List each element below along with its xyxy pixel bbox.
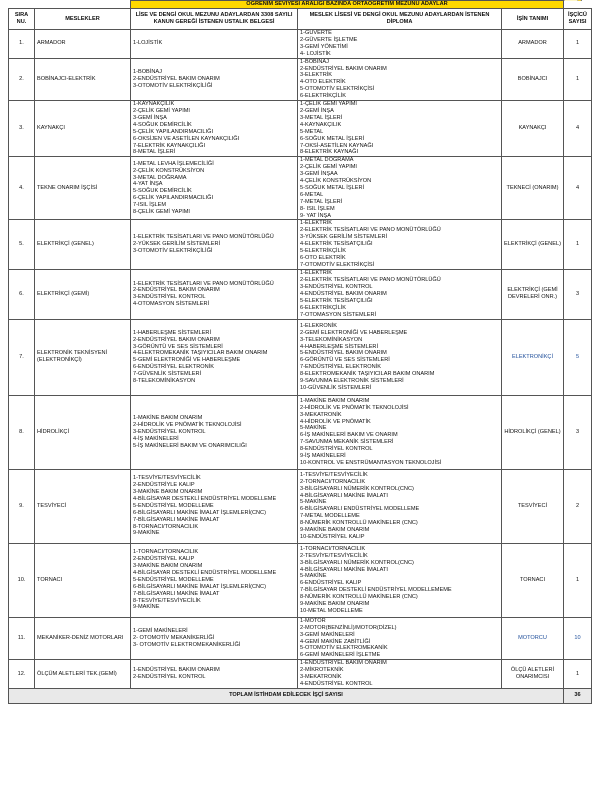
list-item: 1-ELEKTRİK TESİSATLARI VE PANO MONÜTÖRLÜĞÜ <box>133 280 274 287</box>
cell-sayi: 3 <box>564 395 592 469</box>
list-item: 8-NÜMERİK KONTROLLÜ MAKİNELER (CNC) <box>300 520 418 527</box>
cell-tanim: ELEKTRONİKÇİ <box>502 319 564 395</box>
cell-lise-list <box>131 543 298 617</box>
list-item: 3-GEMİ İNŞAA <box>300 171 338 178</box>
list-item: 1-GÜVERTE <box>300 30 332 36</box>
cell-lise-list <box>131 101 298 157</box>
list-item: 9- YAT İNŞA <box>300 212 331 219</box>
list-item: 1-ELEKTRİK TESİSATLARI VE PANO MONÜTÖRLÜĞÜ <box>133 234 274 241</box>
list-item: 4-ELEKTROMEKANİK TAŞIYICILAR BAKIM ONARIM <box>133 350 268 357</box>
list-item: 3-YÜKSEK GERİLİM SİSTEMLERİ <box>300 234 388 241</box>
cell-meslek-lise-list <box>298 269 502 319</box>
table-banner-blank <box>564 1 592 9</box>
cell-tanim: ARMADOR <box>502 30 564 59</box>
list-item: 2-HİDROLİK VE PNÖMATİK TEKNOLOJİSİ <box>300 404 409 411</box>
list-item: 8-TESVİYE/TESVİYECİLİK <box>133 597 201 604</box>
list-item: 2-TORNACI/TORNACILIK <box>300 478 366 485</box>
cell-lise-list <box>131 617 298 659</box>
cell-meslek-lise-list <box>298 660 502 689</box>
cell-meslek: TESVİYECİ <box>35 469 131 543</box>
list-item: 7-SAVUNMA MEKANİK SİSTEMLERİ <box>300 439 394 446</box>
list-item: 8- ISIL İŞLEM <box>300 205 335 212</box>
list-item: 1-ELEKTRİK <box>300 270 333 277</box>
list-item: 4-OTOMASYON SİSTEMLERİ <box>133 301 210 308</box>
cell-no: 12. <box>9 660 35 689</box>
list-item: 1-TESVİYE/TESVİYECİLİK <box>300 471 368 478</box>
list-item: 2-MOTOR(BENZİNLİ)/MOTOR(DİZEL) <box>300 624 397 631</box>
list-item: 6-ELEKTRİKÇİLİK <box>300 304 347 311</box>
cell-meslek: ÖLÇÜM ALETLERİ TEK.(GEMİ) <box>35 660 131 689</box>
table-row <box>9 319 592 395</box>
list-item: 1-ENDÜSTRİYEL BAKIM ONARIM <box>300 660 387 667</box>
list-item: 5-OTOMOTİV ELEKTRİKÇİSİ <box>300 86 375 93</box>
list-item: 6-ELEKTRİKÇİLİK <box>300 93 347 100</box>
cell-sayi: 10 <box>564 617 592 659</box>
list-item: 3-METAL DOĞRAMA <box>133 174 187 181</box>
cell-no: 11. <box>9 617 35 659</box>
list-item: 1-TESVİYE/TESVİYECİLİK <box>133 475 201 482</box>
cell-lise-list <box>131 660 298 689</box>
list-item: 5-ENDÜSTRİYEL BAKIM ONARIM <box>300 350 387 357</box>
list-item: 9-MAKİNE <box>133 530 160 537</box>
list-item: 8-ELEKTROMEKANİK TAŞIYICILAR BAKIM ONARIM <box>300 371 435 378</box>
list-item: 7-BİLGİSAYARLI MAKİNE İMALAT <box>133 590 220 597</box>
cell-tanim: HİDROLİKÇİ (GENEL) <box>502 395 564 469</box>
list-item: 4-GEMİ MAKİNE ZABİTLİĞİ <box>300 638 371 645</box>
list-item: 8-NÜMERİK KONTROLLÜ MAKİNELER (CNC) <box>300 594 418 601</box>
list-item: 3-GÖRÜNTÜ VE SES SİSTEMLERİ <box>133 343 223 350</box>
list-item: 7-BİLGİSAYAR DESTEKLİ ENDÜSTRİYEL MODELLEMEME <box>300 587 452 594</box>
list-item: 4-ENDÜSTRİYEL BAKIM ONARIM <box>300 290 387 297</box>
list-item: 5-MAKİNE <box>300 499 327 506</box>
table-row <box>9 395 592 469</box>
list-item: 1-MOTOR <box>300 617 326 624</box>
cell-lise-list <box>131 395 298 469</box>
list-item: 2-ELEKTRİK TESİSATLARI VE PANO MONÜTÖRLÜĞÜ <box>300 227 441 234</box>
list-item: 4-YAT İNŞA <box>133 181 163 188</box>
list-item: 2-ÇELİK GEMİ YAPIMI <box>300 164 357 171</box>
cell-meslek-lise-list <box>298 58 502 100</box>
list-item: 5-MAKİNE <box>300 425 327 432</box>
list-item: 4-OTO ELEKTRİK <box>300 79 346 86</box>
list-item: 3-MAKİNE BAKIM ONARIM <box>133 563 203 570</box>
list-item: 8-TELEKOMİNİKASYON <box>133 378 196 385</box>
list-item: 3-ENDÜSTRİYEL KONTROL <box>300 283 373 290</box>
list-item: 9-MAKİNE BAKIM ONARIM <box>300 527 370 534</box>
list-item: 2-HİDROLİK VE PNÖMATİK TEKNOLOJİSİ <box>133 421 242 428</box>
cell-sayi: 2 <box>564 469 592 543</box>
cell-meslek: ARMADOR <box>35 30 131 59</box>
list-item: 2-ÇELİK GEMİ YAPIMI <box>133 107 190 114</box>
list-item: 4-BİLGİSAYAR DESTEKLİ ENDÜSTRİYEL MODELLEME <box>133 495 277 502</box>
cell-sayi: 1 <box>564 30 592 59</box>
list-item: 6-ENDÜSTRİYEL ELEKTRONİK <box>133 364 214 371</box>
table-row <box>9 220 592 269</box>
cell-sayi: 1 <box>564 220 592 269</box>
list-item: 1-METAL DOĞRAMA <box>300 157 354 164</box>
cell-meslek-lise-list <box>298 30 502 59</box>
cell-meslek: BOBİNAJCI-ELEKTRİK <box>35 58 131 100</box>
list-item: 4-HİDROLİK VE PNÖMATİK <box>300 418 371 425</box>
table-row <box>9 58 592 100</box>
list-item: 3-GEMİ MAKİNELERİ <box>300 631 355 638</box>
list-item: 6-GEMİ MAKİNELERİ İŞLETME <box>300 652 381 659</box>
list-item: 2-ELEKTRİK TESİSATLARI VE PANO MONÜTÖRLÜĞÜ <box>300 277 441 284</box>
list-item: 5-ELEKTRİKÇİLİK <box>300 248 347 255</box>
list-item: 6-BİLGİSAYARLI MAKİNE İMALAT İŞLEMLERİ(CNC) <box>133 583 266 590</box>
list-item: 10-METAL MODELLEME <box>300 607 363 614</box>
list-item: 7-OKSİ-ASETİLEN KAYNAĞI <box>300 142 374 149</box>
header-meslekler: MESLEKLER <box>35 9 131 30</box>
list-item: 9-İŞ MAKİNELERİ <box>300 453 346 460</box>
list-item: 6-BİLGİSAYARLI MAKİNE İMALAT İŞLEMLERİ(CNC) <box>133 509 266 516</box>
list-item: 2-MİKROTEKNİK <box>300 667 344 674</box>
cell-meslek: ELEKTRİKÇİ (GEMİ) <box>35 269 131 319</box>
list-item: 1-ÇELİK GEMİ YAPIMI <box>300 101 357 108</box>
cell-meslek-lise-list <box>298 220 502 269</box>
cell-tanim: TESVİYECİ <box>502 469 564 543</box>
list-item: 4-BİLGİSAYARLI MAKİNE İMALATI <box>300 566 388 573</box>
cell-sayi: 1 <box>564 660 592 689</box>
list-item: 2-ENDÜSTRİYEL BAKIM ONARIM <box>133 287 220 294</box>
list-item: 3-GEMİ YÖNETİMİ <box>300 43 348 50</box>
list-item: 5-OTOMOTİV ELEKTROMEKANİK <box>300 645 388 652</box>
list-item: 2- OTOMOTİV MEKANİKERLİĞİ <box>133 635 215 642</box>
list-item: 1-KAYNAKÇILIK <box>133 101 175 108</box>
cell-no: 10. <box>9 543 35 617</box>
list-item: 3-MAKİNE BAKIM ONARIM <box>133 489 203 496</box>
list-item: 3-MEKATRONİK <box>300 411 342 418</box>
list-item: 7-METAL MODELLEME <box>300 513 360 520</box>
cell-meslek-lise-list <box>298 543 502 617</box>
list-item: 4-BİLGİSAYAR DESTEKLİ ENDÜSTRİYEL MODELLEME <box>133 569 277 576</box>
cell-tanim: BOBİNAJCI <box>502 58 564 100</box>
list-item: 6-OKSİJEN VE ASETİLEN KAYNAKÇILIĞI <box>133 135 240 142</box>
header-lise: LİSE VE DENGİ OKUL MEZUNU ADAYLARDAN 3308 SAYILI KANUN GEREĞİ İSTENEN USTALIK BELGESİ <box>131 9 298 30</box>
list-item: 2-YÜKSEK GERİLİM SİSTEMLERİ <box>133 241 221 248</box>
list-item: 10-ENDÜSTRİYEL KALIP <box>300 533 365 540</box>
cell-sayi: 4 <box>564 101 592 157</box>
list-item: 6-GÖRÜNTÜ VE SES SİSTEMLERİ <box>300 357 390 364</box>
cell-tanim: KAYNAKÇI <box>502 101 564 157</box>
list-item: 6-ÇELİK YAPILANDIRMACILIĞI <box>133 195 213 202</box>
list-item: 1-MAKİNE BAKIM ONARIM <box>300 397 370 404</box>
list-item: 4-HABERLEŞME SİSTEMLERİ <box>300 343 379 350</box>
cell-meslek: TORNACI <box>35 543 131 617</box>
list-item: 6-BİLGİSAYARLI ENDÜSTRİYEL MODELLEME <box>300 506 420 513</box>
table-row <box>9 617 592 659</box>
cell-no: 3. <box>9 101 35 157</box>
table-row <box>9 101 592 157</box>
cell-sayi: 5 <box>564 319 592 395</box>
list-item: 1-BOBİNAJ <box>300 58 329 65</box>
cell-lise-list <box>131 469 298 543</box>
list-item: 1-MAKİNE BAKIM ONARIM <box>133 415 203 422</box>
list-item: 2-ENDÜSTRİYEL BAKIM ONARIM <box>133 336 220 343</box>
cell-meslek-lise-list <box>298 157 502 220</box>
list-item: 3-METAL İŞLERİ <box>300 114 343 121</box>
list-item: 3-GEMİ İNŞA <box>133 114 167 121</box>
list-item: 3-BİLGİSAYARLI NÜMERİK KONTROL(CNC) <box>300 559 414 566</box>
positions-table <box>8 0 592 704</box>
list-item: 6-SOĞUK METAL İŞLERİ <box>300 135 365 142</box>
list-item: 3-MEKATRONİK <box>300 674 342 681</box>
list-item: 10-KONTROL VE ENSTRÜMANTASYON TEKNOLOJİSİ <box>300 459 442 466</box>
list-item: 7-ENDÜSTRİYEL ELEKTRONİK <box>300 364 381 371</box>
cell-meslek: TEKNE ONARIM İŞÇİSİ <box>35 157 131 220</box>
cell-meslek: HİDROLİKÇİ <box>35 395 131 469</box>
list-item: 8-METAL İŞLERİ <box>133 149 176 156</box>
list-item: 1-LOJİSTİK <box>133 40 163 47</box>
table-row <box>9 157 592 220</box>
list-item: 8-ENDÜSTRİYEL KONTROL <box>300 446 373 453</box>
list-item: 9-SAVUNMA ELEKTRONİK SİSTEMLERİ <box>300 378 404 385</box>
list-item: 2-ENDÜSTRİYEL BAKIM ONARIM <box>133 75 220 82</box>
list-item: 4-SOĞUK DEMİRCİLİK <box>133 121 192 128</box>
table-banner: ÖĞRENİM SEVİYESİ ARALIĞI BAZINDA ORTAÖĞRETİM MEZUNU ADAYLAR <box>131 1 564 9</box>
table-banner-blank <box>9 1 35 9</box>
cell-no: 1. <box>9 30 35 59</box>
list-item: 3-OTOMOTİV ELEKTRİKÇİLİĞİ <box>133 248 213 255</box>
list-item: 3- OTOMOTİV ELEKTROMEKANİKERLİĞİ <box>133 641 241 648</box>
cell-meslek-lise-list <box>298 395 502 469</box>
table-row <box>9 30 592 59</box>
cell-no: 4. <box>9 157 35 220</box>
list-item: 4-BİLGİSAYARLI MAKİNE İMALATI <box>300 492 388 499</box>
cell-no: 8. <box>9 395 35 469</box>
cell-tanim: ÖLÇÜ ALETLERİ ONARIMCISI <box>502 660 564 689</box>
list-item: 2-GEMİ ELEKTRONİĞİ VE HABERLEŞME <box>300 329 408 336</box>
list-item: 3-ENDÜSTRİYEL KONTROL <box>133 294 206 301</box>
list-item: 5-SOĞUK METAL İŞLERİ <box>300 184 365 191</box>
list-item: 6-OTO ELEKTRİK <box>300 255 346 261</box>
list-item: 2-ENDÜSTRİYEL KONTROL <box>133 674 206 681</box>
list-item: 10-GÜVENLİK SİSTEMLERİ <box>300 384 372 391</box>
list-item: 7-OTOMOTİV ELEKTRİKÇİSİ <box>300 261 375 268</box>
list-item: 3-TELEKOMİNİKASYON <box>300 336 363 343</box>
cell-meslek-lise-list <box>298 469 502 543</box>
list-item: 2-ENDÜSTRİYLE KALIP <box>133 482 195 489</box>
list-item: 1-ELEKRONİK <box>300 322 337 329</box>
table-row <box>9 543 592 617</box>
cell-no: 6. <box>9 269 35 319</box>
cell-lise-list <box>131 319 298 395</box>
list-item: 1-ENDÜSTRİYEL BAKIM ONARIM <box>133 667 220 674</box>
list-item: 8-TORNACI/TORNACILIK <box>133 523 199 530</box>
list-item: 2-GEMİ İNŞA <box>300 107 334 114</box>
cell-sayi: 3 <box>564 269 592 319</box>
cell-no: 5. <box>9 220 35 269</box>
list-item: 5-METAL <box>300 128 324 135</box>
cell-meslek-lise-list <box>298 319 502 395</box>
list-item: 6-METAL <box>300 191 324 198</box>
cell-tanim: TORNACI <box>502 543 564 617</box>
list-item: 4- LOJİSTİK <box>300 50 331 57</box>
cell-meslek-lise-list <box>298 617 502 659</box>
list-item: 6-ENDÜSTRİYEL KALIP <box>300 580 362 587</box>
list-item: 7-METAL İŞLERİ <box>300 198 343 205</box>
list-item: 3-OTOMOTİV ELEKTRİKÇİLİĞİ <box>133 82 213 89</box>
cell-lise-list <box>131 220 298 269</box>
list-item: 8-ÇELİK GEMİ YAPIMI <box>133 209 190 216</box>
cell-lise-list <box>131 269 298 319</box>
list-item: 1-TORNACI/TORNACILIK <box>133 549 199 556</box>
list-item: 4-ELEKTRİK TESİSATÇILIĞI <box>300 241 373 248</box>
list-item: 3-ENDÜSTRİYEL KONTROL <box>133 428 206 435</box>
cell-lise-list <box>131 58 298 100</box>
list-item: 5-İŞ MAKİNELERİ BAKIM VE ONARIMCILIĞI <box>133 442 247 449</box>
list-item: 7-BİLGİSAYARLI MAKİNE İMALAT <box>133 516 220 523</box>
list-item: 6-İŞ MAKİNELERİ BAKIM VE ONARIM <box>300 432 398 439</box>
table-row <box>9 469 592 543</box>
list-item: 2-GÜVERTE İŞLETME <box>300 36 358 43</box>
cell-tanim: ELEKTRİKÇİ (GEMİ DEVRELERİ ONR.) <box>502 269 564 319</box>
list-item: 4-KAYNAKÇILIK <box>300 121 342 128</box>
list-item: 3-ELEKTRİK <box>300 72 333 79</box>
cell-sayi: 1 <box>564 58 592 100</box>
list-item: 5-SOĞUK DEMİRCİLİK <box>133 188 192 195</box>
header-sira: SIRA NU. <box>9 9 35 30</box>
cell-tanim: MOTORCU <box>502 617 564 659</box>
header-isin-tanimi: İŞİN TANIMI <box>502 9 564 30</box>
cell-tanim: TEKNECİ (ONARIM) <box>502 157 564 220</box>
header-meslek-lise: MESLEK LİSESİ VE DENGİ OKUL MEZUNU ADAYLARDAN İSTENEN DİPLOMA <box>298 9 502 30</box>
cell-sayi: 1 <box>564 543 592 617</box>
cell-no: 7. <box>9 319 35 395</box>
table-row <box>9 269 592 319</box>
list-item: 1-ELEKTRİK <box>300 220 333 227</box>
list-item: 2-TESVİYE/TESVİYECİLİK <box>300 552 368 559</box>
cell-meslek: KAYNAKÇI <box>35 101 131 157</box>
list-item: 5-ENDÜSTRİYEL MODELLEME <box>133 502 214 509</box>
list-item: 1-BOBİNAJ <box>133 68 162 75</box>
list-item: 2-ENDÜSTRİYEL KALIP <box>133 556 195 563</box>
list-item: 2-ÇELİK KONSTRÜKSİYON <box>133 167 205 174</box>
list-item: 4-ENDÜSTRİYEL KONTROL <box>300 680 373 687</box>
list-item: 9-MAKİNE BAKIM ONARIM <box>300 601 370 608</box>
list-item: 8-ELEKTRİK KAYNAĞI <box>300 149 359 156</box>
list-item: 1-GEMİ MAKİNELERİ <box>133 628 188 635</box>
list-item: 5-ELEKTRİK TESİSATÇILIĞI <box>300 297 373 304</box>
table-banner-blank <box>35 1 131 9</box>
cell-sayi: 4 <box>564 157 592 220</box>
total-label: TOPLAM İSTİHDAM EDİLECEK İŞÇİ SAYISI <box>9 688 564 703</box>
cell-lise-list <box>131 30 298 59</box>
list-item: 2-ENDÜSTRİYEL BAKIM ONARIM <box>300 65 387 72</box>
list-item: 7-OTOMASYON SİSTEMLERİ <box>300 311 377 318</box>
list-item: 9-MAKİNE <box>133 604 160 611</box>
cell-meslek: MEKANİKER-DENİZ MOTORLARI <box>35 617 131 659</box>
list-item: 1-METAL LEVHA İŞLEMECİLİĞİ <box>133 160 214 167</box>
list-item: 7-ELEKTRİK KAYNAKÇILIĞI <box>133 142 206 149</box>
cell-no: 9. <box>9 469 35 543</box>
header-isci-sayisi: İŞÇİCÜ SAYISI <box>564 9 592 30</box>
list-item: 7-GÜVENLİK SİSTEMLERİ <box>133 371 202 378</box>
cell-tanim: ELEKTRİKÇİ (GENEL) <box>502 220 564 269</box>
list-item: 5-GEMİ ELEKTRONİĞİ VE HABERLEŞME <box>133 357 241 364</box>
list-item: 1-HABERLEŞME SİSTEMLERİ <box>133 329 212 336</box>
list-item: 1-TORNACI/TORNACILIK <box>300 545 366 552</box>
cell-meslek-lise-list <box>298 101 502 157</box>
cell-no: 2. <box>9 58 35 100</box>
cell-meslek: ELEKTRONİK TEKNİSYENİ (ELEKTRONİKÇİ) <box>35 319 131 395</box>
table-row <box>9 660 592 689</box>
list-item: 5-ENDÜSTRİYEL MODELLEME <box>133 576 214 583</box>
cell-lise-list <box>131 157 298 220</box>
list-item: 4-İŞ MAKİNELERİ <box>133 435 179 442</box>
list-item: 3-BİLGİSAYARLI NÜMERİK KONTROL(CNC) <box>300 485 414 492</box>
list-item: 5-ÇELİK YAPILANDIRMACILIĞI <box>133 128 213 135</box>
cell-meslek: ELEKTRİKÇİ (GENEL) <box>35 220 131 269</box>
list-item: 7-ISIL İŞLEM <box>133 202 167 209</box>
total-value: 36 <box>564 688 592 703</box>
table-footer <box>9 688 592 703</box>
list-item: 5-MAKİNE <box>300 573 327 580</box>
list-item: 4-ÇELİK KONSTRÜKSİYON <box>300 178 372 185</box>
